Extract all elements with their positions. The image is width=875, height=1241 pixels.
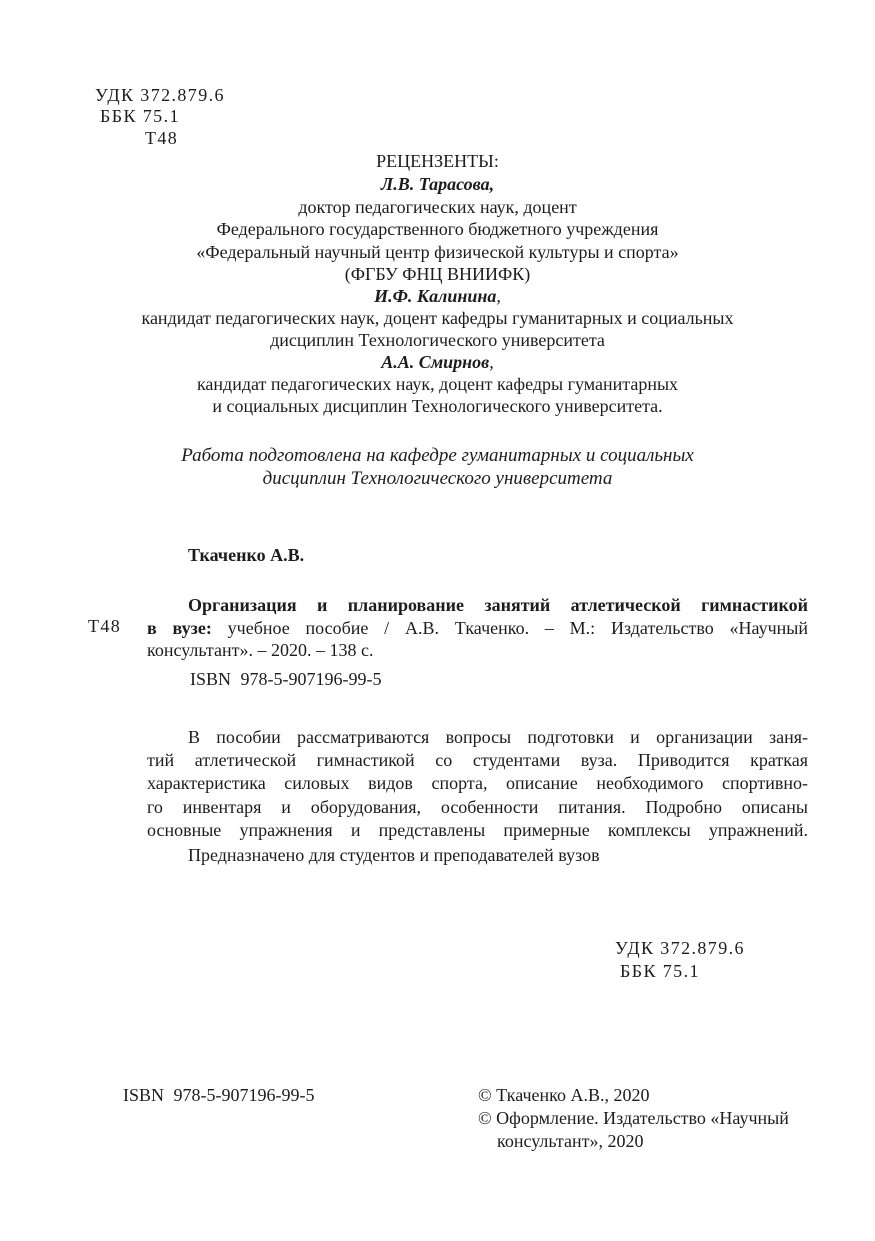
udk-code-top: УДК 372.879.6	[95, 85, 225, 105]
abstract-line-3: характеристика силовых видов спорта, описание необходимого спортивно-	[147, 773, 808, 793]
reviewer-2-name-suffix: ,	[496, 286, 501, 306]
reviewer-2-heading	[0, 285, 875, 307]
isbn-record: ISBN 978-5-907196-99-5	[190, 669, 382, 689]
udk-code-bottom: УДК 372.879.6	[615, 938, 745, 958]
abstract-line-5: основные упражнения и представлены примерные комплексы упражнений.	[147, 820, 808, 840]
reviewer-2-line-2: дисциплин Технологического университета	[270, 330, 605, 350]
reviewer-3-name: А.А. Смирнов	[381, 352, 490, 372]
reviewer-1-line-3: «Федеральный научный центр физической культуры и спорта»	[196, 242, 679, 262]
bbk-code-bottom: ББК 75.1	[620, 961, 700, 981]
reviewers-heading: РЕЦЕНЗЕНТЫ:	[376, 151, 499, 171]
reviewer-2-line-1: кандидат педагогических наук, доцент кафедры гуманитарных и социальных	[141, 308, 734, 328]
isbn-footer: ISBN 978-5-907196-99-5	[123, 1085, 315, 1105]
copyright-line-1: © Ткаченко А.В., 2020	[478, 1085, 650, 1105]
reviewer-3-heading	[0, 351, 875, 373]
copyright-line-3: консультант», 2020	[497, 1131, 644, 1151]
author-sign-top: Т48	[145, 128, 179, 148]
reviewer-3-line-1: кандидат педагогических наук, доцент кафедры гуманитарных	[196, 374, 679, 394]
book-details-line-2: консультант». – 2020. – 138 с.	[147, 640, 374, 660]
book-record-line-2	[147, 617, 808, 639]
abstract-line-2: тий атлетической гимнастикой со студентами вуза. Приводится краткая	[147, 750, 808, 770]
reviewer-3-name-suffix: ,	[489, 352, 494, 372]
book-details-line-1: учебное пособие / А.В. Ткаченко. – М.: Издательство «Научный	[227, 618, 809, 638]
book-title-end: в вузе:	[147, 618, 212, 638]
abstract-line-4: го инвентаря и оборудования, особенности питания. Подробно описаны	[147, 797, 808, 817]
reviewer-1-line-2: Федерального государственного бюджетного учреждения	[216, 219, 659, 239]
reviewer-3-line-2: и социальных дисциплин Технологического университета.	[212, 396, 663, 416]
author-heading: Ткаченко А.В.	[188, 545, 305, 565]
author-sign-record: Т48	[88, 616, 122, 636]
reviewer-1-name: Л.В. Тарасова,	[380, 174, 495, 194]
reviewer-2-name: И.Ф. Калинина	[374, 286, 497, 306]
prepared-note-line-2: дисциплин Технологического университета	[262, 468, 613, 489]
book-title-line-1: Организация и планирование занятий атлетической гимнастикой	[188, 595, 808, 615]
abstract-line-1: В пособии рассматриваются вопросы подготовки и организации заня-	[188, 727, 808, 747]
abstract-line-6: Предназначено для студентов и преподавателей вузов	[188, 845, 600, 865]
reviewer-1-line-1: доктор педагогических наук, доцент	[298, 197, 577, 217]
prepared-note-line-1: Работа подготовлена на кафедре гуманитарных и социальных	[181, 445, 694, 466]
reviewer-1-line-4: (ФГБУ ФНЦ ВНИИФК)	[344, 264, 531, 284]
bbk-code-top: ББК 75.1	[100, 106, 180, 126]
copyright-line-2: © Оформление. Издательство «Научный	[478, 1108, 789, 1128]
